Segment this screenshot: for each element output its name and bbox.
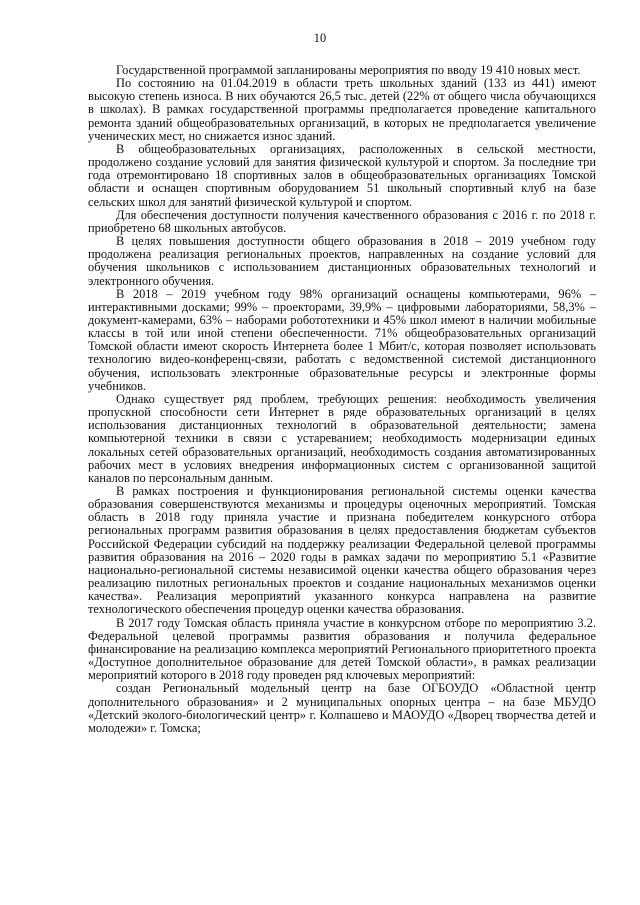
paragraph-8: В рамках построения и функционирования региональной системы оценки качества образования совершенствуются механизмы и процедуры оценочных мероприятий. Томская область в 2018 году приняла участие и признана победителем конкурсного отбора региональных программ развития образования в целях предоставления бюджетам субъектов Российской Федерации субсидий на поддержку реализации Федеральной целевой программы развития образования на 2016 – 2020 годы в рамках задачи по мероприятию 5.1 «Развитие национально-региональной системы независимой оценки качества общего образования через реализацию пилотных региональных проектов и создание национальных механизмов оценки качества». Реализация мероприятий указанного конкурса направлена на развитие технологического обеспечения процедур оценки качества образования.: [88, 484, 596, 617]
paragraph-9: В 2017 году Томская область приняла участие в конкурсном отборе по мероприятию 3.2. Федеральной целевой программы развития образования и получила федеральное финансирование на реализацию комплекса мероприятий Регионального приоритетного проекта «Доступное дополнительное образование для детей Томской области», в рамках реализации мероприятий которого в 2018 году проведен ряд ключевых мероприятий:: [88, 615, 596, 683]
body-text: [88, 64, 596, 735]
paragraph-1: Государственной программой запланированы мероприятия по вводу 19 410 новых мест.: [116, 63, 581, 77]
page-number: 10: [313, 31, 327, 45]
paragraph-5: В целях повышения доступности общего образования в 2018 – 2019 учебном году продолжена реализация региональных проектов, направленных на создание условий для обучения школьников с использованием дистанционных образовательных технологий и электронного обучения.: [88, 234, 596, 288]
paragraph-6: В 2018 – 2019 учебном году 98% организаций оснащены компьютерами, 96% – интерактивными досками; 99% – проекторами, 39,9% – цифровыми лабораториями, 58,3% – документ-камерами, 63% – наборами робототехники и 45% школ имеют в наличии мобильные классы в той или иной степени обеспеченности. 71% общеобразовательных организаций Томской области имеют скорость Интернета более 1 Мбит/с, которая позволяет использовать технологию видео-конференц-связи, работать с ведомственной системой дистанционного обучения, использовать электронные образовательные ресурсы и электронные формы учебников.: [88, 286, 596, 393]
paragraph-2: По состоянию на 01.04.2019 в области треть школьных зданий (133 из 441) имеют высокую степень износа. В них обучаются 26,5 тыс. детей (22% от общего числа обучающихся в школах). В рамках государственной программы предполагается проведение капитального ремонта зданий общеобразовательных организаций, в которых не предполагается увеличение ученических мест, но снижается износ зданий.: [88, 76, 596, 143]
paragraph-7: Однако существует ряд проблем, требующих решения: необходимость увеличения пропускной способности сети Интернет в ряде образовательных организаций в целях использования дистанционных технологий в образовательной деятельности; замена компьютерной техники в связи с устареванием; необходимость модернизации единых локальных сетей образовательных организаций, необходимость создания автоматизированных рабочих мест в условиях внедрения информационных систем с организованной защитой каналов по персональным данным.: [88, 391, 596, 485]
paragraph-3: В общеобразовательных организациях, расположенных в сельской местности, продолжено создание условий для занятия физической культурой и спортом. За последние три года отремонтировано 18 спортивных залов в общеобразовательных организациях Томской области и оснащен спортивным оборудованием 51 школьный спортивный клуб на базе сельских школ для занятий физической культурой и спортом.: [88, 141, 596, 209]
paragraph-10: создан Региональный модельный центр на базе ОГБОУДО «Областной центр дополнительного образования» и 2 муниципальных опорных центра – на базе МБУДО «Детский эколого-биологический центр» г. Колпашево и МАОУДО «Дворец творчества детей и молодежи» г. Томска;: [88, 681, 596, 735]
paragraph-4: Для обеспечения доступности получения качественного образования с 2016 г. по 2018 г. приобретено 68 школьных автобусов.: [88, 207, 596, 235]
